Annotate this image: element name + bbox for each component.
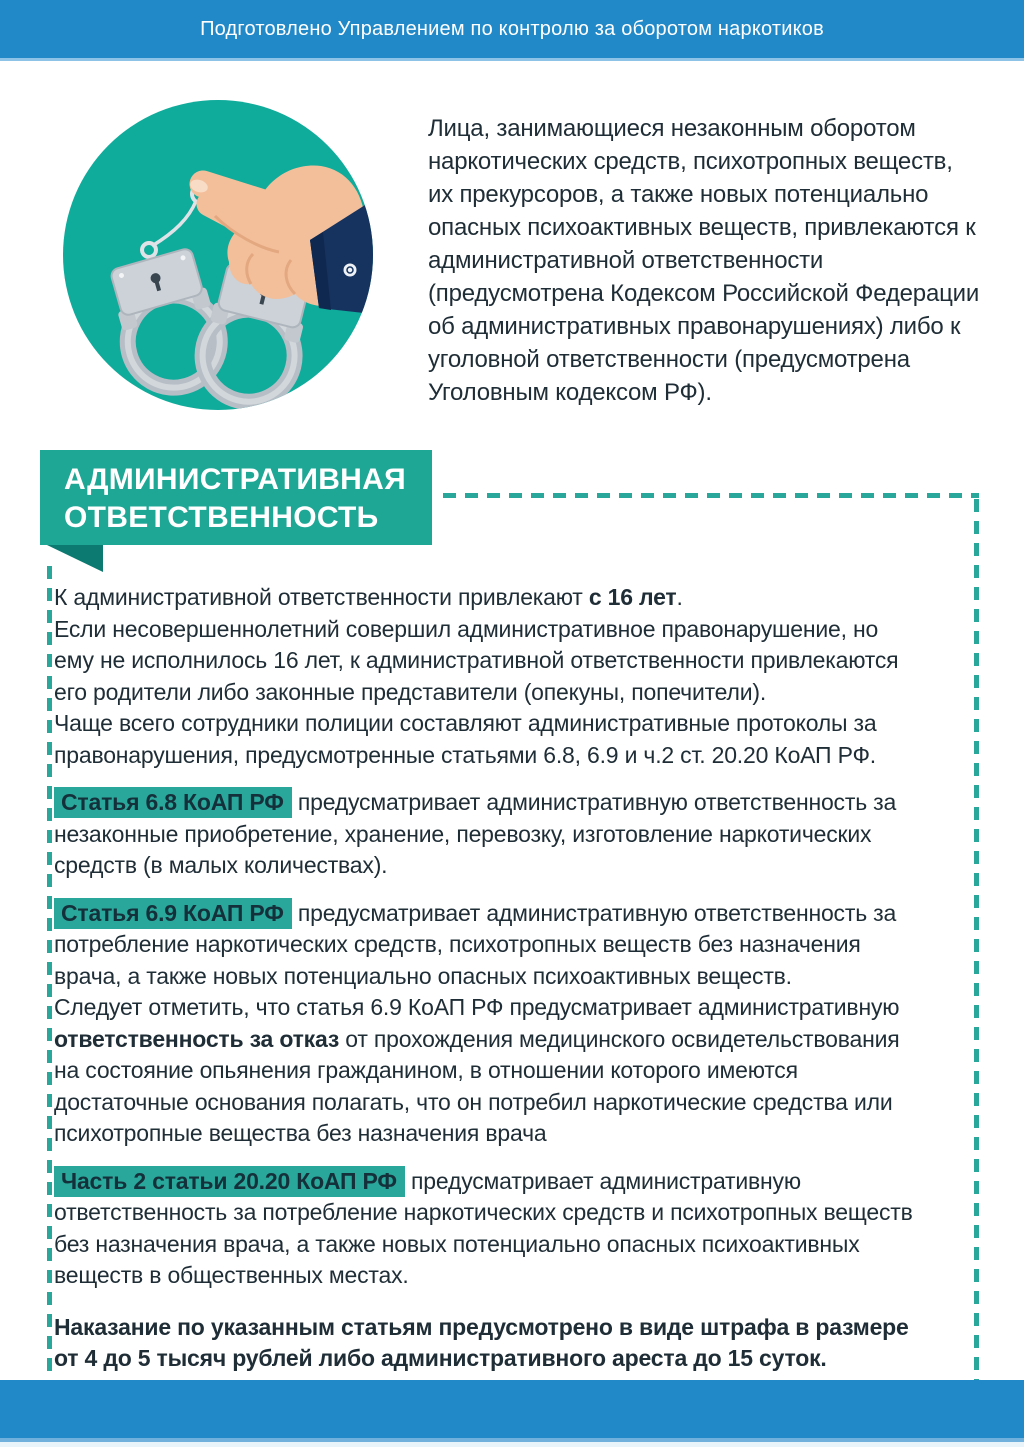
intro-paragraph: Лица, занимающиеся незаконным оборотом наркотических средств, психотропных веществ, их прекурсоров, а также новых потенциально опасных психоактивных веществ, привлекаются к административной ответственности (предусмотрена Кодексом Российской Федерации об административных правонарушениях) либо к уголовной ответственности (предусмотрена Уголовным кодексом РФ). bbox=[428, 115, 980, 406]
article-6-9-note: Следует отметить, что статья 6.9 КоАП РФ предусматривает административную ответственность за отказ от прохождения медицинского освидетельствования на состояние опьянения гражданином, в отношении которого имеются достаточные основания полагать, что он потребил наркотические средства или психотропные вещества без назначения врача bbox=[54, 994, 900, 1146]
article-20-20-text: предусматривает административную ответственность за потребление наркотических средств и психотропных веществ без назначения врача, а также новых потенциально опасных психоактивных веществ в общественных местах. bbox=[54, 1167, 913, 1288]
ribbon-fold bbox=[47, 545, 103, 572]
section-header-line2: ОТВЕТСТВЕННОСТЬ bbox=[64, 501, 379, 534]
sentence-protocols: Чаще всего сотрудники полиции составляют административные протоколы за правонарушения, предусмотренные статьями 6.8, 6.9 и ч.2 ст. 20.20 КоАП РФ. bbox=[54, 710, 877, 768]
bottom-bar-strip bbox=[0, 1442, 1024, 1447]
paragraph-article-6-9 bbox=[54, 898, 924, 1150]
dashed-border-top bbox=[443, 493, 979, 498]
illustration-circle bbox=[63, 100, 373, 410]
article-6-8-text: предусматривает административную ответственность за незаконные приобретение, хранение, перевозку, изготовление наркотических средств (в малых количествах). bbox=[54, 789, 897, 878]
article-6-9-main bbox=[54, 898, 924, 993]
paragraph-punishment: Наказание по указанным статьям предусмотрено в виде штрафа в размере от 4 до 5 тысяч рублей либо административного ареста до 15 суток. bbox=[54, 1313, 909, 1371]
top-banner bbox=[0, 0, 1024, 61]
bold-age: с 16 лет bbox=[588, 584, 677, 610]
hand-holding-handcuffs-icon bbox=[63, 100, 373, 410]
section-header-line1: АДМИНИСТРАТИВНАЯ bbox=[64, 463, 406, 496]
article-6-8-highlight: Статья 6.8 КоАП РФ bbox=[54, 787, 292, 818]
paragraph-article-20-20 bbox=[54, 1166, 924, 1292]
paragraph-age bbox=[54, 582, 924, 771]
bottom-bar bbox=[0, 1380, 1024, 1438]
section-header bbox=[40, 450, 432, 545]
body-text bbox=[54, 582, 924, 1391]
banner-text: Подготовлено Управлением по контролю за оборотом наркотиков bbox=[200, 17, 824, 40]
sentence-minors: Если несовершеннолетний совершил административное правонарушение, но ему не исполнилось 16 лет, к административной ответственности привлекаются его родители либо законные представители (опекуны, попечители). bbox=[54, 615, 899, 705]
paragraph-article-6-8 bbox=[54, 787, 924, 882]
article-6-9-highlight: Статья 6.9 КоАП РФ bbox=[54, 898, 292, 929]
article-6-9-text: предусматривает административную ответственность за потребление наркотических средств, психотропных веществ без назначения врача, а также новых потенциально опасных психоактивных веществ. bbox=[54, 899, 897, 989]
article-20-20-highlight: Часть 2 статьи 20.20 КоАП РФ bbox=[54, 1166, 405, 1197]
dashed-border-left bbox=[47, 566, 52, 1380]
dashed-border-right bbox=[974, 499, 979, 1380]
bold-refusal: ответственность за отказ bbox=[54, 1025, 340, 1052]
sentence-age: К административной ответственности привлекают с 16 лет. bbox=[54, 584, 683, 610]
